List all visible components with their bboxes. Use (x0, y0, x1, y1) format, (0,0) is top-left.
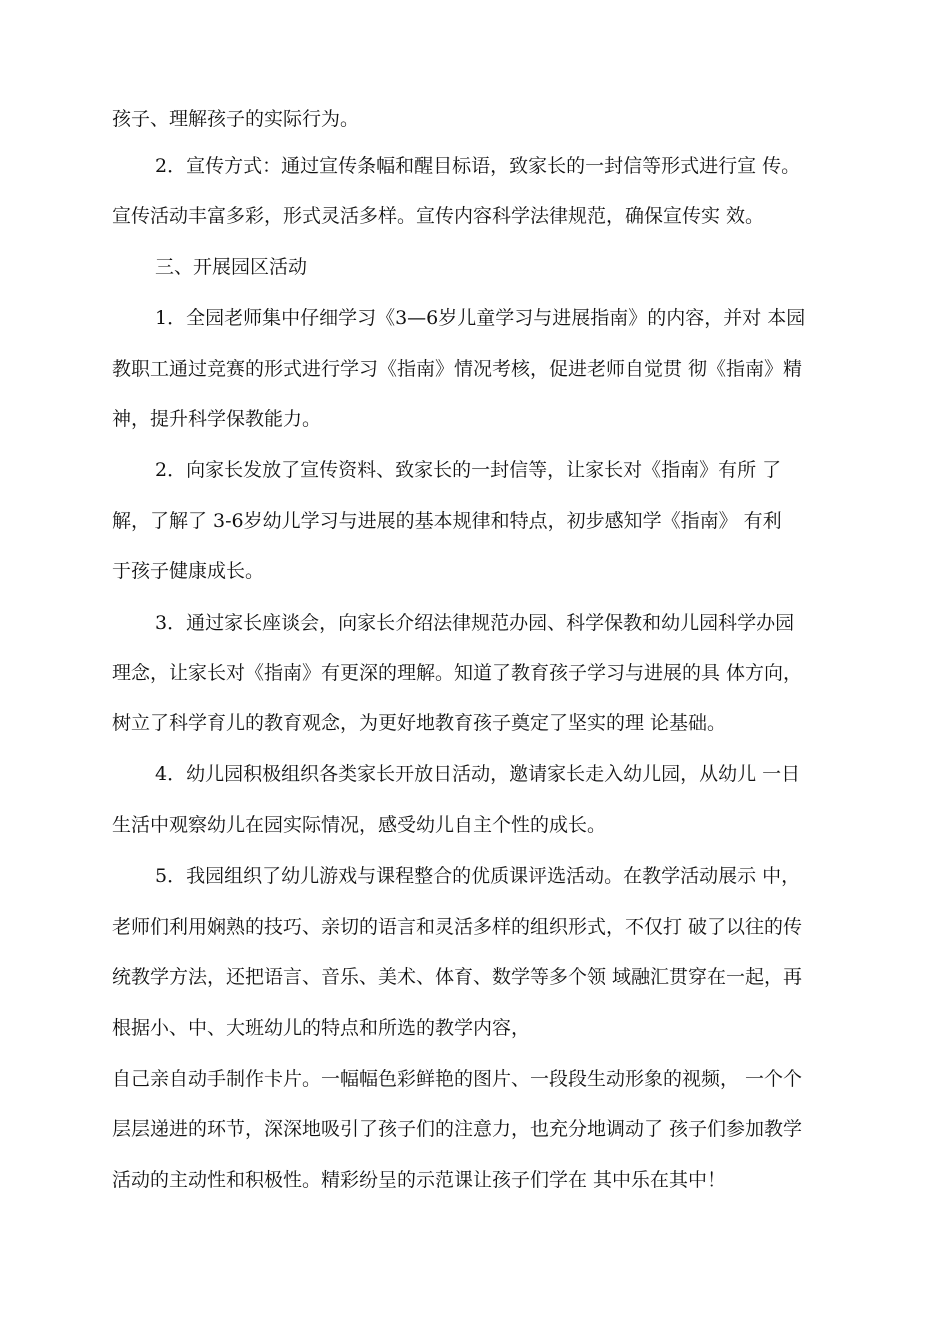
paragraph-line: 宣传活动丰富多彩，形式灵活多样。宣传内容科学法律规范，确保宣传实 效。 (112, 205, 765, 227)
paragraph-line: 生活中观察幼儿在园实际情况，感受幼儿自主个性的成长。 (112, 814, 607, 836)
paragraph-line: 神，提升科学保教能力。 (112, 408, 322, 430)
paragraph-line: 根据小、中、大班幼儿的特点和所选的教学内容， (112, 1017, 531, 1039)
paragraph-line: 于孩子健康成长。 (112, 560, 265, 582)
paragraph-line: 1．全园老师集中仔细学习《3—6岁儿童学习与进展指南》的内容，并对 本园 (155, 307, 806, 329)
paragraph-line: 自己亲自动手制作卡片。一幅幅色彩鲜艳的图片、一段段生动形象的视频， 一个个 (112, 1068, 803, 1090)
paragraph-line: 孩子、理解孩子的实际行为。 (112, 108, 360, 130)
paragraph-line: 统教学方法，还把语言、音乐、美术、体育、数学等多个领 域融汇贯穿在一起，再 (112, 966, 803, 988)
paragraph-line: 活动的主动性和积极性。精彩纷呈的示范课让孩子们学在 其中乐在其中！ (112, 1169, 727, 1191)
paragraph-line: 3．通过家长座谈会，向家长介绍法律规范办园、科学保教和幼儿园科学办园 (155, 612, 795, 634)
paragraph-line: 老师们利用娴熟的技巧、亲切的语言和灵活多样的组织形式，不仅打 破了以往的传 (112, 916, 803, 938)
paragraph-line: 5．我园组织了幼儿游戏与课程整合的优质课评选活动。在教学活动展示 中， (155, 865, 801, 887)
paragraph-line: 4．幼儿园积极组织各类家长开放日活动，邀请家长走入幼儿园，从幼儿 一日 (155, 763, 801, 785)
paragraph-line: 层层递进的环节，深深地吸引了孩子们的注意力，也充分地调动了 孩子们参加教学 (112, 1118, 803, 1140)
section-heading: 三、开展园区活动 (155, 256, 308, 278)
paragraph-line: 教职工通过竞赛的形式进行学习《指南》情况考核，促进老师自觉贯 彻《指南》精 (112, 358, 803, 380)
paragraph-line: 2．宣传方式：通过宣传条幅和醒目标语，致家长的一封信等形式进行宣 传。 (155, 155, 801, 177)
paragraph-line: 2．向家长发放了宣传资料、致家长的一封信等，让家长对《指南》有所 了 (155, 459, 782, 481)
paragraph-line: 树立了科学育儿的教育观念，为更好地教育孩子奠定了坚实的理 论基础。 (112, 712, 727, 734)
paragraph-line: 理念，让家长对《指南》有更深的理解。知道了教育孩子学习与进展的具 体方向， (112, 662, 803, 684)
paragraph-line: 解，了解了 3-6岁幼儿学习与进展的基本规律和特点，初步感知学《指南》 有利 (112, 510, 782, 532)
